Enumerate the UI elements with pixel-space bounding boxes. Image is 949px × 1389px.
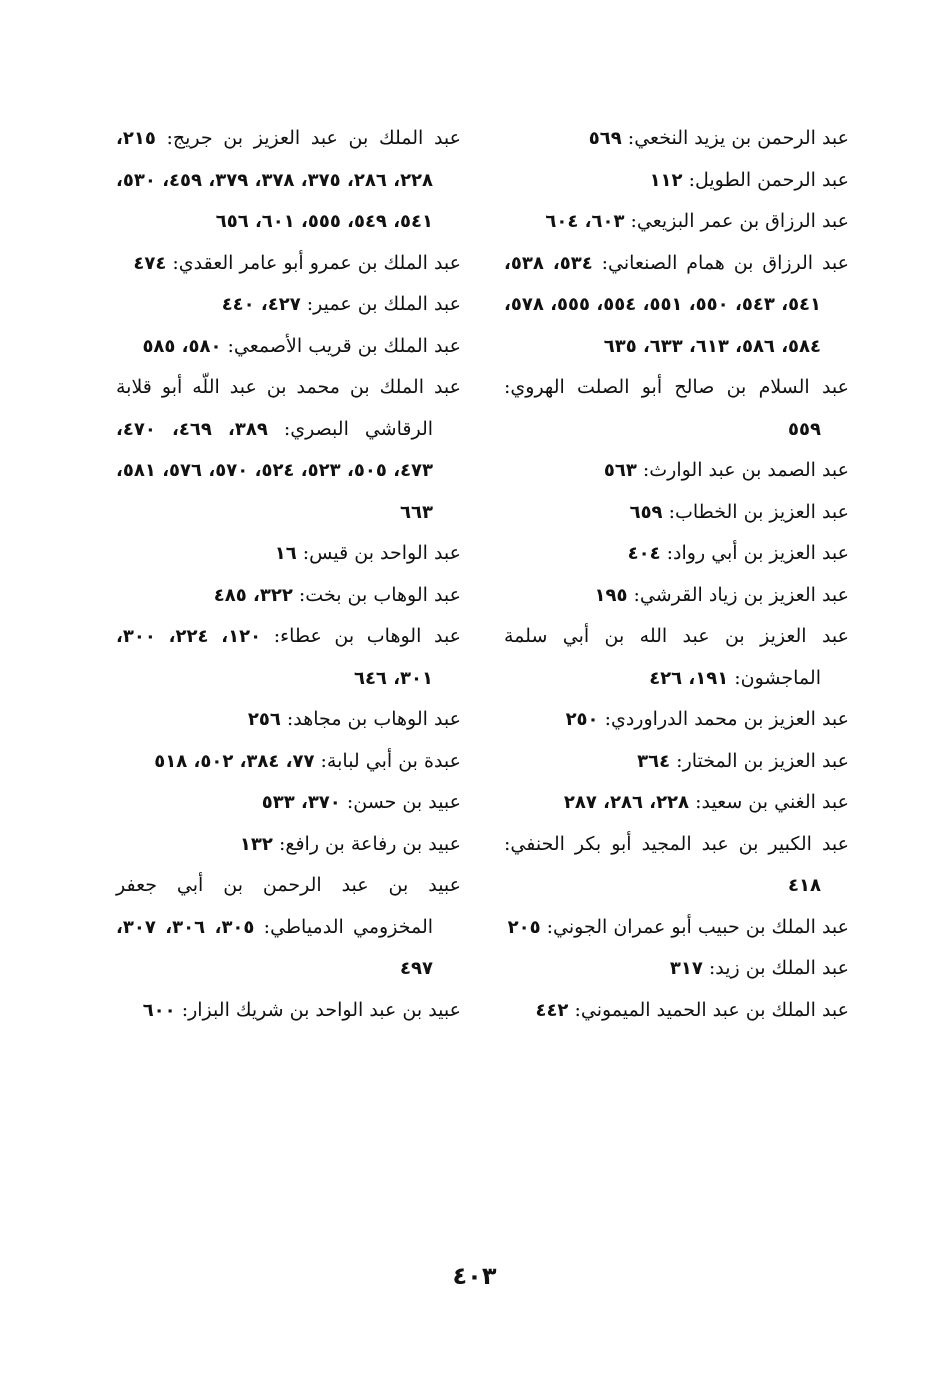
entry-pages: ٢٥٦	[247, 709, 281, 730]
index-entry	[116, 575, 461, 617]
index-entry	[504, 616, 849, 699]
entry-name: عبد السلام بن صالح أبو الصلت الهروي:	[504, 376, 849, 398]
entry-name: عبد العزيز بن زياد القرشي:	[633, 583, 849, 606]
index-entry	[504, 160, 849, 202]
entry-name: عبيد بن حسن:	[346, 791, 461, 813]
index-entry	[116, 699, 461, 741]
entry-pages: ٢١٥، ٢٢٨، ٢٨٦، ٣٧٥، ٣٧٨، ٣٧٩، ٤٥٩، ٥٣٠، ٥٤١، ٥٤٩، ٥٥٥، ٦٠١، ٦٥٦	[116, 128, 434, 232]
index-entry	[504, 948, 849, 990]
entry-name: عبد العزيز بن أبي رواد:	[666, 542, 849, 564]
entry-pages: ٢٠٥	[507, 916, 541, 938]
entry-pages: ٤٠٤	[627, 543, 661, 564]
index-entry	[116, 616, 462, 699]
entry-pages: ٣٠٥، ٣٠٦، ٣٠٧، ٤٩٧	[116, 916, 433, 979]
index-entry	[116, 990, 461, 1032]
entry-pages: ٣٦٤	[637, 750, 671, 772]
index-entry	[116, 243, 461, 285]
entry-name: عبد الكبير بن عبد المجيد أبو بكر الحنفي:	[504, 832, 849, 855]
index-entry	[116, 284, 461, 326]
entry-pages: ٣٨٩، ٤٦٩، ٤٧٠، ٤٧٣، ٥٠٥، ٥٢٣، ٥٢٤، ٥٧٠، ٥٧٦، ٥٨١، ٦٦٣	[116, 418, 434, 523]
index-entry	[504, 990, 849, 1032]
entry-pages: ٤٧٤	[133, 252, 167, 274]
entry-pages: ٣٧٠، ٥٣٣	[261, 792, 341, 813]
index-entry	[504, 741, 849, 783]
index-entry	[504, 907, 849, 949]
entry-name: عبد الرزاق بن عمر البزيعي:	[630, 210, 849, 232]
entry-pages: ٧٧، ٣٨٤، ٥٠٢، ٥١٨	[154, 750, 315, 772]
entry-pages: ٤٢٧، ٤٤٠	[221, 294, 301, 315]
entry-name: عبد الرحمن بن يزيد النخعي:	[627, 127, 849, 149]
entry-name: عبد العزيز بن الخطاب:	[668, 500, 849, 523]
index-entry	[504, 575, 849, 617]
entry-name: عبد الملك بن عبد العزيز بن جريج:	[166, 127, 461, 149]
index-column-left	[116, 118, 461, 1031]
entry-name: عبد الملك بن عمرو أبو عامر العقدي:	[172, 251, 461, 274]
index-entry	[504, 824, 849, 907]
entry-name: عبد العزيز بن المختار:	[676, 749, 849, 772]
entry-name: عبد الغني بن سعيد:	[695, 791, 849, 813]
index-entry	[116, 741, 461, 783]
entry-name: عبد الصمد بن عبد الوارث:	[642, 459, 849, 481]
entry-pages: ٥٨٠، ٥٨٥	[142, 335, 222, 357]
entry-pages: ٥٦٩	[588, 128, 622, 149]
entry-pages: ٥٥٩	[788, 418, 821, 440]
index-entry	[504, 367, 849, 450]
index-column-right	[504, 118, 849, 1031]
index-entry	[504, 118, 849, 160]
entry-pages: ١٩١، ٤٢٦	[649, 667, 729, 689]
entry-name: عبد الملك بن عبد الحميد الميموني:	[574, 998, 849, 1021]
entry-name: عبيد بن عبد الرحمن بن أبي جعفر المخزومي الدمياطي:	[116, 874, 461, 938]
entry-name: عبد الملك بن زيد:	[708, 957, 849, 979]
index-entry	[116, 824, 461, 866]
index-entry	[116, 865, 461, 990]
entry-name: عبد الملك بن قريب الأصمعي:	[227, 334, 461, 357]
index-entry	[504, 782, 849, 824]
index-entry	[504, 243, 850, 368]
entry-pages: ٦٠٠	[142, 999, 176, 1021]
entry-name: عبد الوهاب بن مجاهد:	[286, 708, 461, 730]
entry-name: عبد الملك بن حبيب أبو عمران الجوني:	[546, 915, 849, 938]
entry-pages: ١١٢	[649, 169, 683, 191]
index-entry	[116, 782, 461, 824]
entry-name: عبد الوهاب بن بخت:	[298, 583, 461, 606]
index-entry	[504, 450, 849, 492]
entry-name: عبيد بن عبد الواحد بن شريك البزار:	[181, 998, 461, 1021]
entry-pages: ٣١٧	[669, 958, 703, 979]
index-entry	[116, 118, 461, 243]
entry-name: عبد الوهاب بن عطاء:	[273, 625, 462, 647]
entry-name: عبد العزيز بن عبد الله بن أبي سلمة الماجشون:	[504, 625, 849, 689]
entry-pages: ٤١٨	[788, 875, 821, 896]
entry-pages: ٣٢٢، ٤٨٥	[213, 584, 293, 606]
entry-name: عبد الرحمن الطويل:	[688, 168, 849, 191]
entry-pages: ٥٦٣	[603, 460, 637, 481]
entry-pages: ٦٥٩	[629, 501, 663, 523]
entry-pages: ١٦	[274, 543, 297, 564]
entry-name: عبيد بن رفاعة بن رافع:	[278, 832, 461, 855]
entry-name: عبد العزيز بن محمد الدراوردي:	[604, 708, 849, 730]
entry-name: عبدة بن أبي لبابة:	[320, 749, 461, 772]
entry-name: عبد الواحد بن قيس:	[302, 542, 461, 564]
entry-name: عبد الملك بن عمير:	[306, 293, 461, 315]
index-entry	[116, 326, 461, 368]
entry-pages: ١٢٠، ٢٢٤، ٣٠٠، ٣٠١، ٦٤٦	[116, 626, 433, 689]
entry-name: عبد الملك بن محمد بن عبد اللّه أبو قلابة الرقاشي البصري:	[116, 376, 461, 440]
entry-pages: ١٣٢	[239, 833, 273, 855]
index-entry	[504, 699, 849, 741]
index-entry	[116, 533, 461, 575]
index-entry	[504, 492, 849, 534]
index-entry	[504, 201, 849, 243]
entry-pages: ٤٤٢	[535, 999, 569, 1021]
page-number: ٤٠٣	[452, 1262, 497, 1290]
index-entry	[504, 533, 849, 575]
entry-pages: ٢٥٠	[565, 709, 599, 730]
entry-pages: ٦٠٣، ٦٠٤	[545, 211, 625, 232]
entry-pages: ٥٣٤، ٥٣٨، ٥٤١، ٥٤٣، ٥٥٠، ٥٥١، ٥٥٤، ٥٥٥، ٥٧٨، ٥٨٤، ٥٨٦، ٦١٣، ٦٣٣، ٦٣٥	[504, 252, 822, 357]
entry-pages: ٢٢٨، ٢٨٦، ٢٨٧	[563, 792, 690, 813]
entry-pages: ١٩٥	[594, 584, 628, 606]
entry-name: عبد الرزاق بن همام الصنعاني:	[601, 251, 850, 274]
index-entry	[116, 367, 461, 533]
